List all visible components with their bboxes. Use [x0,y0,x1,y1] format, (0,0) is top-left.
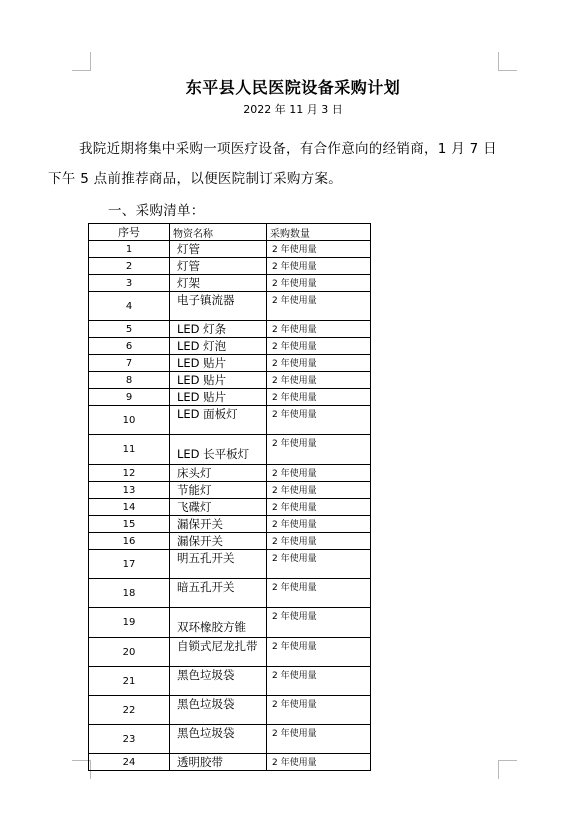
crop-mark-top-left [72,52,91,71]
cell-qty: 2 年使用量 [267,275,371,292]
cell-name: 床头灯 [170,465,267,482]
cell-no: 22 [89,696,170,725]
cell-qty: 2 年使用量 [267,389,371,406]
cell-name: LED 长平板灯 [170,435,267,465]
cell-no: 6 [89,338,170,355]
table-row [89,608,371,638]
cell-qty: 2 年使用量 [267,465,371,482]
cell-name: LED 灯条 [170,321,267,338]
cell-qty: 2 年使用量 [267,608,371,638]
cell-no: 11 [89,435,170,465]
cell-name: 黑色垃圾袋 [170,667,267,696]
cell-name: 双环橡胶方锥 [170,608,267,638]
cell-qty: 2 年使用量 [267,638,371,667]
cell-no: 7 [89,355,170,372]
table-row [89,435,371,465]
cell-no: 17 [89,550,170,579]
cell-no: 4 [89,292,170,321]
cell-name: 透明胶带 [170,754,267,771]
table-row [89,389,371,406]
cell-name: 飞碟灯 [170,499,267,516]
cell-no: 19 [89,608,170,638]
cell-name: 黑色垃圾袋 [170,696,267,725]
cell-name: 节能灯 [170,482,267,499]
cell-name: 漏保开关 [170,516,267,533]
cell-no: 18 [89,579,170,608]
cell-name: 灯架 [170,275,267,292]
table-row [89,638,371,667]
cell-name: 电子镇流器 [170,292,267,321]
table-row [89,406,371,435]
table-row [89,275,371,292]
cell-qty: 2 年使用量 [267,754,371,771]
procurement-table [88,223,371,771]
cell-qty: 2 年使用量 [267,533,371,550]
table-row [89,667,371,696]
cell-no: 24 [89,754,170,771]
cell-name: LED 贴片 [170,372,267,389]
table-row [89,550,371,579]
cell-no: 1 [89,241,170,258]
cell-no: 21 [89,667,170,696]
table-header-row [89,224,371,241]
intro-paragraph: 我院近期将集中采购一项医疗设备，有合作意向的经销商，1 月 7 日下午 5 点前推荐商品，以便医院制订采购方案。 [48,141,497,187]
cell-qty: 2 年使用量 [267,667,371,696]
cell-no: 23 [89,725,170,754]
document-title: 东平县人民医院设备采购计划 [185,78,401,97]
cell-name: LED 面板灯 [170,406,267,435]
cell-name: 明五孔开关 [170,550,267,579]
header-name: 物资名称 [170,224,267,241]
cell-no: 16 [89,533,170,550]
table-row [89,754,371,771]
cell-no: 2 [89,258,170,275]
cell-no: 12 [89,465,170,482]
cell-qty: 2 年使用量 [267,725,371,754]
cell-no: 13 [89,482,170,499]
cell-no: 8 [89,372,170,389]
cell-name: LED 贴片 [170,355,267,372]
table-row [89,499,371,516]
table-body [89,241,371,771]
table-row [89,372,371,389]
table-row [89,338,371,355]
table-row [89,321,371,338]
cell-no: 20 [89,638,170,667]
table-row [89,516,371,533]
cell-qty: 2 年使用量 [267,516,371,533]
cell-qty: 2 年使用量 [267,482,371,499]
cell-qty: 2 年使用量 [267,499,371,516]
section-heading: 一、采购清单： [108,203,205,219]
table-row [89,482,371,499]
cell-qty: 2 年使用量 [267,258,371,275]
crop-mark-top-right [498,52,517,71]
cell-qty: 2 年使用量 [267,355,371,372]
cell-qty: 2 年使用量 [267,338,371,355]
table-row [89,241,371,258]
table-row [89,465,371,482]
cell-name: 暗五孔开关 [170,579,267,608]
table-row [89,579,371,608]
crop-mark-bottom-right [498,760,517,779]
cell-name: 黑色垃圾袋 [170,725,267,754]
table-row [89,725,371,754]
document-date: 2022 年 11 月 3 日 [243,103,343,116]
header-qty: 采购数量 [267,224,371,241]
cell-no: 5 [89,321,170,338]
table-row [89,258,371,275]
table-row [89,355,371,372]
cell-qty: 2 年使用量 [267,241,371,258]
cell-name: 漏保开关 [170,533,267,550]
cell-qty: 2 年使用量 [267,696,371,725]
cell-qty: 2 年使用量 [267,372,371,389]
cell-name: 灯管 [170,258,267,275]
table-row [89,292,371,321]
cell-qty: 2 年使用量 [267,435,371,465]
cell-qty: 2 年使用量 [267,292,371,321]
cell-no: 10 [89,406,170,435]
header-no: 序号 [89,224,170,241]
table-row [89,696,371,725]
cell-qty: 2 年使用量 [267,550,371,579]
cell-no: 15 [89,516,170,533]
cell-no: 9 [89,389,170,406]
cell-name: 灯管 [170,241,267,258]
cell-qty: 2 年使用量 [267,579,371,608]
cell-name: LED 贴片 [170,389,267,406]
cell-name: LED 灯泡 [170,338,267,355]
cell-qty: 2 年使用量 [267,321,371,338]
cell-no: 14 [89,499,170,516]
cell-qty: 2 年使用量 [267,406,371,435]
table-row [89,533,371,550]
cell-name: 自锁式尼龙扎带 [170,638,267,667]
cell-no: 3 [89,275,170,292]
